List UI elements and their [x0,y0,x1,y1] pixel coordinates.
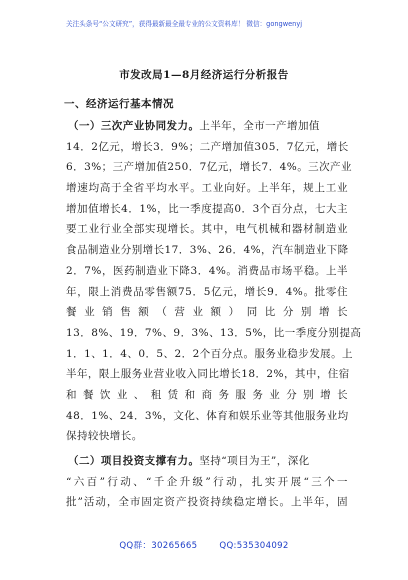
paragraph-lead: （一）三次产业协同发力。 [68,120,200,132]
paragraph-line: 要工业行业全部实现增长。其中，电气机械和器材制造业 [66,223,348,236]
paragraph-line: 6．3%；三产增加值250．7亿元，增长7．4%。三次产业 [66,161,352,174]
paragraph-line [66,451,348,472]
paragraph-lead: （二）项目投资支撑有力。 [68,455,200,467]
paragraph-line: 增速均高于全省平均水平。工业向好。上半年，规上工业 [66,182,348,195]
paragraph-line: 增加值增长4．1%，比一季度提高0．3个百分点，七大主 [66,202,348,215]
paragraph-line: 食品制造业分别增长17．3%、26．4%，汽车制造业下降 [66,244,349,257]
paragraph-line [66,116,348,137]
paragraph-line: 保持较快增长。 [66,430,143,443]
paragraph-line: 餐业销售额（营业额）同比分别增长 [66,306,348,319]
paragraph-line: 1．1、1．4、0．5、2．2个百分点。服务业稳步发展。上 [66,347,353,360]
footer-contact [0,539,408,551]
document-body [66,116,362,513]
paragraph-text: 坚持“项目为王”，深化 [199,455,310,467]
paragraph-line: “六百”行动、“千企升级”行动，扎实开展“三个一 [66,475,348,488]
footer-qq: QQ:535304092 [219,541,289,551]
paragraph-line: 半年，限上服务业营业收入同比增长18．2%，其中，住宿 [66,368,350,381]
paragraph-line: 48．1%、24．3%，文化、体育和娱乐业等其他服务业均 [66,409,349,422]
paragraph-line: 13．8%、19．7%、9．3%、13．5%，比一季度分别提高 [66,326,362,339]
document-title: 市发改局1—8月经济运行分析报告 [119,69,289,81]
footer-qq-group: QQ群：30265665 [119,541,198,551]
paragraph-text: 上半年，全市一产增加值 [199,120,320,132]
paragraph-line: 14．2亿元，增长3．9%；二产增加值305．7亿元，增长 [66,140,349,153]
section-heading: 一、经济运行基本情况 [64,98,174,110]
header-promo-note: 关注头条号“公文研究”，获得最新最全最专业的公文资料库！ 微信：gongwenyj [66,20,303,28]
paragraph-line: 年，限上消费品零售额75．5亿元，增长9．4%。批零住 [66,285,348,298]
paragraph-line: 批”活动，全市固定资产投资持续稳定增长。上半年，固 [66,496,348,509]
paragraph-line: 和餐饮业、租赁和商务服务业分别增长 [66,388,348,401]
paragraph-line: 2．7%，医药制造业下降3．4%。消费品市场平稳。上半 [66,264,348,277]
